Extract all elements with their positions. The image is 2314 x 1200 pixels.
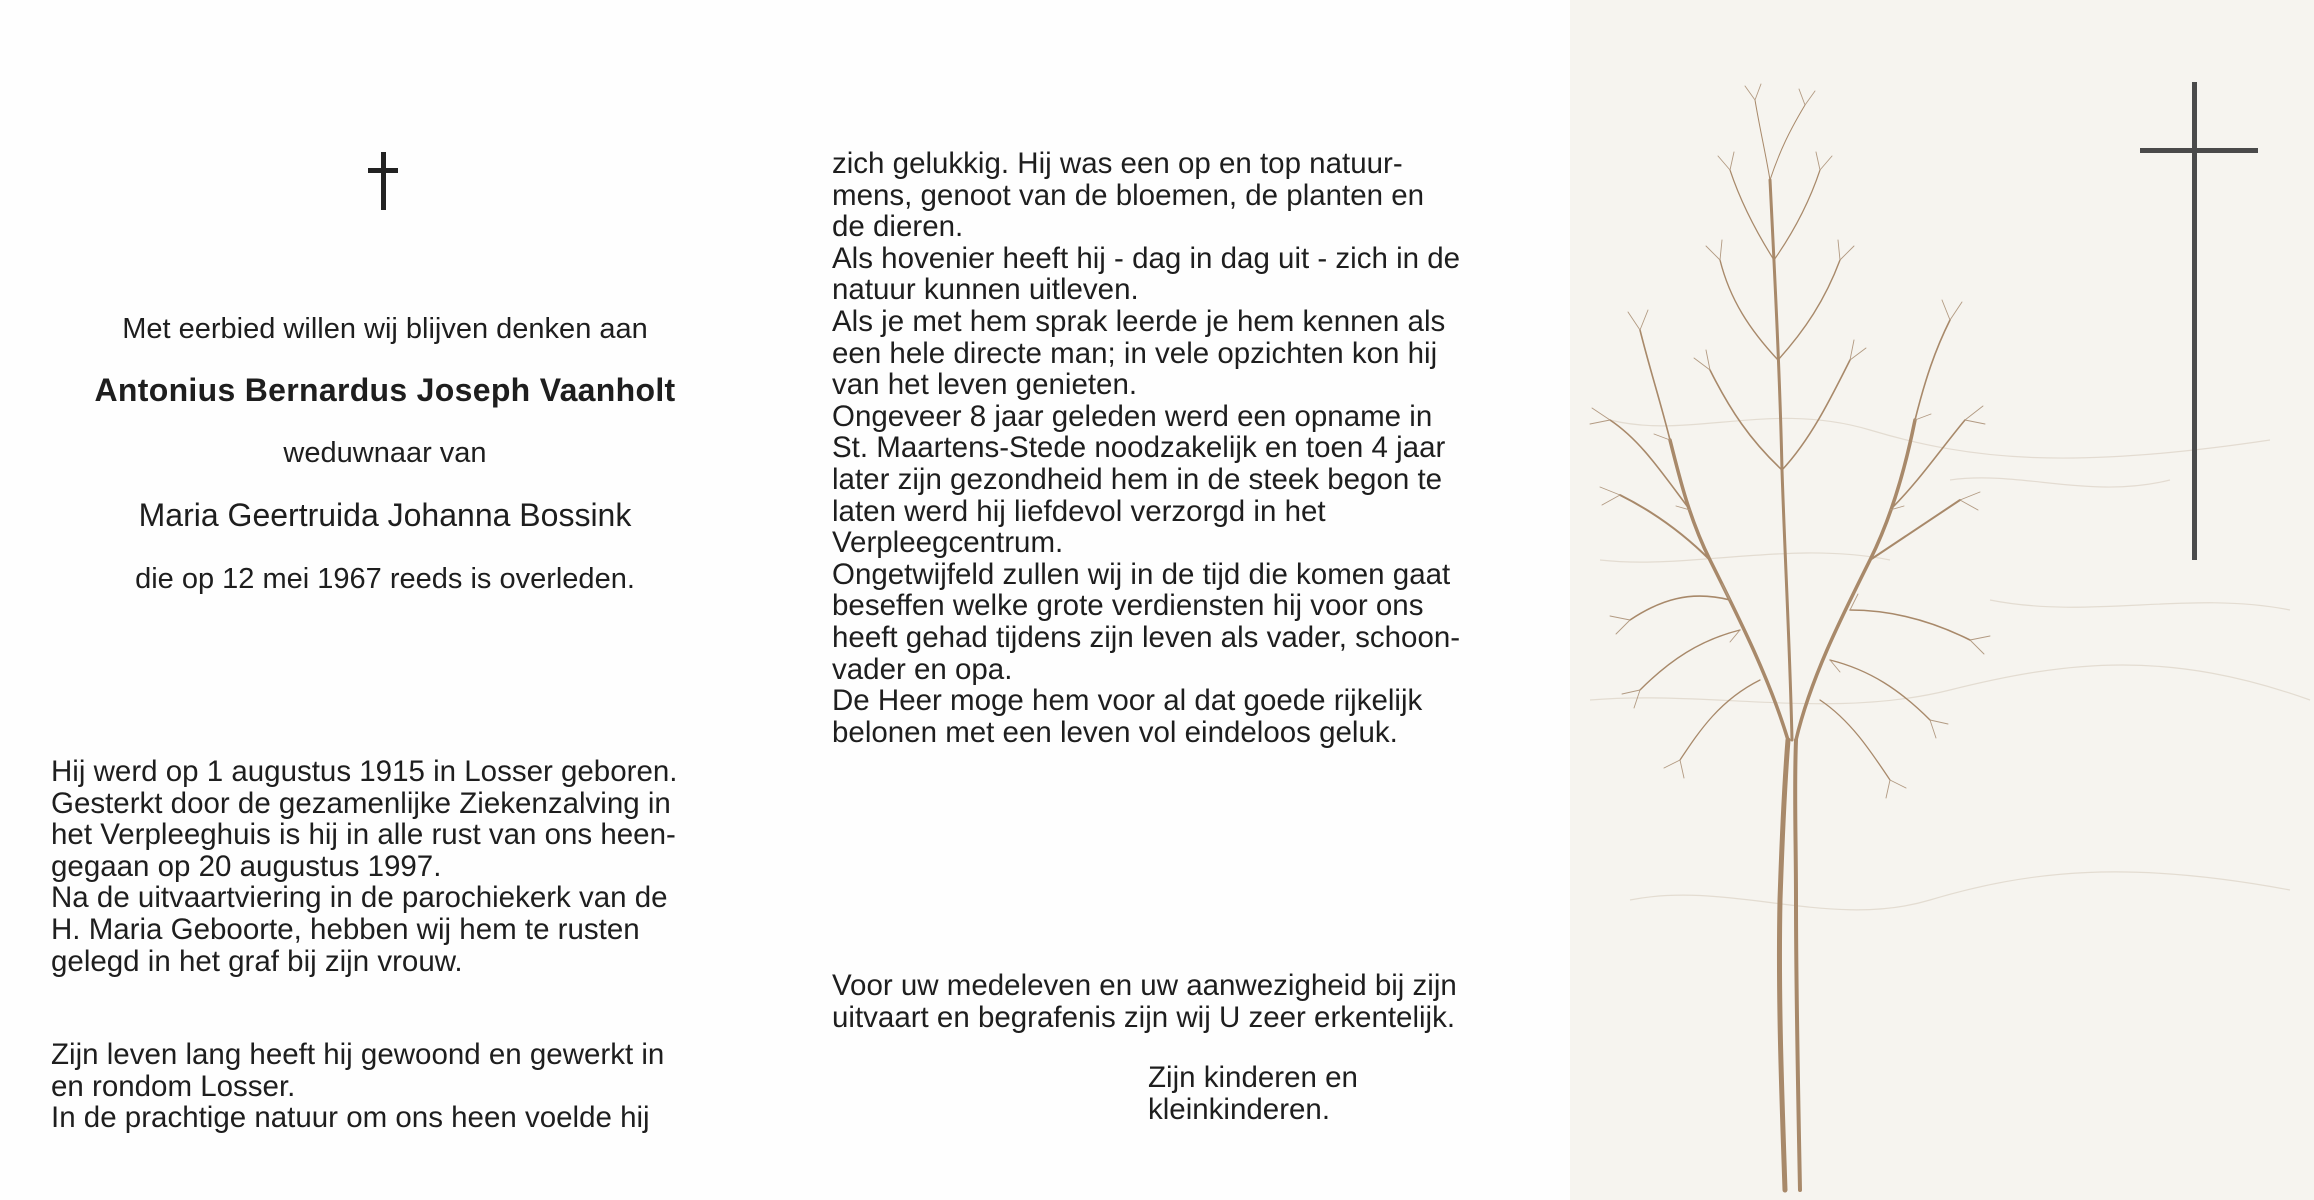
relation-line bbox=[40, 439, 730, 468]
text-line: laten werd hij liefdevol verzorgd in het bbox=[832, 494, 1326, 528]
spouse-death-line bbox=[40, 565, 730, 594]
spouse-name bbox=[40, 497, 730, 534]
text-line: St. Maartens-Stede noodzakelijk en toen 4 jaar bbox=[832, 431, 1446, 465]
text-line: het Verpleeghuis is hij in alle rust van ons heen- bbox=[51, 818, 676, 852]
deceased-name-text: Antonius Bernardus Joseph Vaanholt bbox=[94, 372, 676, 408]
text-line: een hele directe man; in vele opzichten kon hij bbox=[832, 336, 1438, 370]
text-line: Na de uitvaartviering in de parochiekerk van de bbox=[51, 881, 668, 915]
text-line: H. Maria Geboorte, hebben wij hem te rusten bbox=[51, 912, 640, 946]
text-line: gegaan op 20 augustus 1997. bbox=[51, 849, 442, 883]
art-panel bbox=[1570, 0, 2314, 1200]
text-line: Voor uw medeleven en uw aanwezigheid bij zijn bbox=[832, 969, 1457, 1002]
intro-text: Met eerbied willen wij blijven denken aan bbox=[122, 313, 648, 345]
text-line: en rondom Losser. bbox=[51, 1069, 296, 1103]
text-line: Gesterkt door de gezamenlijke Ziekenzalving in bbox=[51, 786, 671, 820]
text-line: uitvaart en begrafenis zijn wij U zeer erkentelijk. bbox=[832, 1000, 1456, 1034]
life-paragraph bbox=[51, 1039, 716, 1134]
tree-drawing-icon bbox=[1570, 0, 2314, 1200]
thanks-paragraph bbox=[832, 970, 1492, 1033]
text-line: Als hovenier heeft hij - dag in dag uit - zich in de bbox=[832, 241, 1461, 275]
text-line: Ongetwijfeld zullen wij in de tijd die komen gaat bbox=[832, 557, 1451, 591]
text-line: Verpleegcentrum. bbox=[832, 526, 1064, 560]
text-line: gelegd in het graf bij zijn vrouw. bbox=[51, 944, 463, 978]
text-line: de dieren. bbox=[832, 210, 964, 244]
text-line: van het leven genieten. bbox=[832, 368, 1138, 402]
text-line: zich gelukkig. Hij was een op en top natuur- bbox=[832, 147, 1403, 180]
text-line: later zijn gezondheid hem in de steek begon te bbox=[832, 462, 1443, 496]
text-line: Als je met hem sprak leerde je hem kennen als bbox=[832, 304, 1446, 338]
text-line: In de prachtige natuur om ons heen voelde hij bbox=[51, 1101, 650, 1135]
text-line: Ongeveer 8 jaar geleden werd een opname in bbox=[832, 399, 1433, 433]
text-line: mens, genoot van de bloemen, de planten en bbox=[832, 178, 1425, 212]
text-line: Zijn leven lang heeft hij gewoond en gewerkt in bbox=[51, 1038, 665, 1071]
text-line: De Heer moge hem voor al dat goede rijkelijk bbox=[832, 684, 1423, 718]
signature-line: kleinkinderen. bbox=[1148, 1092, 1331, 1126]
relation-text: weduwnaar van bbox=[283, 437, 487, 469]
text-line: natuur kunnen uitleven. bbox=[832, 273, 1139, 307]
text-line: beseffen welke grote verdiensten hij voor ons bbox=[832, 589, 1424, 623]
text-line: belonen met een leven vol eindeloos geluk. bbox=[832, 715, 1398, 749]
biography-paragraph bbox=[51, 756, 716, 977]
intro-line bbox=[40, 315, 730, 344]
life-continued-paragraph bbox=[832, 148, 1492, 748]
small-cross-icon bbox=[366, 152, 400, 210]
deceased-name bbox=[40, 372, 730, 409]
text-line: Hij werd op 1 augustus 1915 in Losser geboren. bbox=[51, 755, 678, 788]
spouse-death-text: die op 12 mei 1967 reeds is overleden. bbox=[135, 563, 635, 595]
signature bbox=[1148, 1062, 1358, 1125]
spouse-name-text: Maria Geertruida Johanna Bossink bbox=[138, 497, 632, 533]
text-line: heeft gehad tijdens zijn leven als vader, schoon- bbox=[832, 620, 1461, 654]
signature-line: Zijn kinderen en bbox=[1148, 1061, 1358, 1094]
text-line: vader en opa. bbox=[832, 652, 1013, 686]
